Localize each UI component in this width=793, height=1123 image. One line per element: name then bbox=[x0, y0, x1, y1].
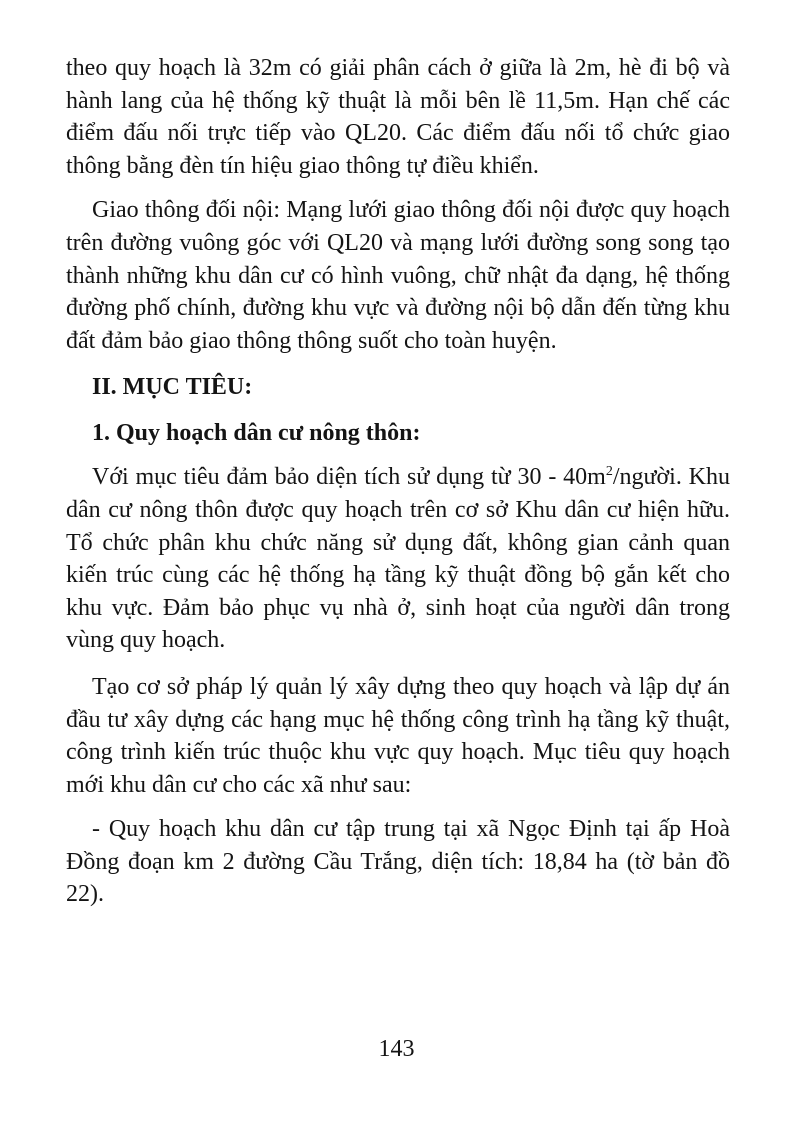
paragraph-ngoc-dinh-plan: - Quy hoạch khu dân cư tập trung tại xã Ngọc Định tại ấp Hoà Đồng đoạn km 2 đường Cầu Trắng, diện tích: 18,84 ha (tờ bản đồ 22). bbox=[66, 816, 730, 908]
page-body bbox=[66, 52, 730, 911]
paragraph-internal-traffic: Giao thông đối nội: Mạng lưới giao thông đối nội được quy hoạch trên đường vuông góc với QL20 và mạng lưới đường song song tạo thành những khu dân cư có hình vuông, chữ nhật đa dạng, hệ thống đường phố chính, đường khu vực và đường nội bộ dẫn đến từng khu đất đảm bảo giao thông thông suốt cho toàn huyện. bbox=[66, 197, 730, 354]
paragraph-objective-area-end: /người. Khu dân cư nông thôn được quy hoạch trên cơ sở Khu dân cư hiện hữu. Tổ chức phân khu chức năng sử dụng đất, không gian cảnh quan kiến trúc cùng các hệ thống hạ tầng kỹ thuật đồng bộ gắn kết cho khu vực. Đảm bảo phục vụ nhà ở, sinh hoạt của người dân trong vùng quy hoạch. bbox=[66, 464, 730, 654]
paragraph-legal-basis: Tạo cơ sở pháp lý quản lý xây dựng theo quy hoạch và lập dự án đầu tư xây dựng các hạng mục hệ thống công trình hạ tầng kỹ thuật, công trình kiến trúc thuộc khu vực quy hoạch. Mục tiêu quy hoạch mới khu dân cư cho các xã như sau: bbox=[66, 673, 730, 798]
section-heading-objectives: II. MỤC TIÊU: bbox=[92, 374, 253, 401]
subsection-heading-rural-residential: 1. Quy hoạch dân cư nông thôn: bbox=[92, 420, 421, 447]
page-number: 143 bbox=[378, 1036, 415, 1062]
paragraph-objective-area bbox=[66, 461, 730, 657]
paragraph-intro-continuation: theo quy hoạch là 32m có giải phân cách ở giữa là 2m, hè đi bộ và hành lang của hệ thống kỹ thuật là mỗi bên lề 11,5m. Hạn chế các điểm đấu nối trực tiếp vào QL20. Các điểm đấu nối tổ chức giao thông bằng đèn tín hiệu giao thông tự điều khiển. bbox=[66, 55, 730, 179]
superscript-squared: 2 bbox=[605, 464, 613, 480]
paragraph-objective-area-start: Với mục tiêu đảm bảo diện tích sử dụng từ 30 - 40m bbox=[92, 464, 606, 491]
